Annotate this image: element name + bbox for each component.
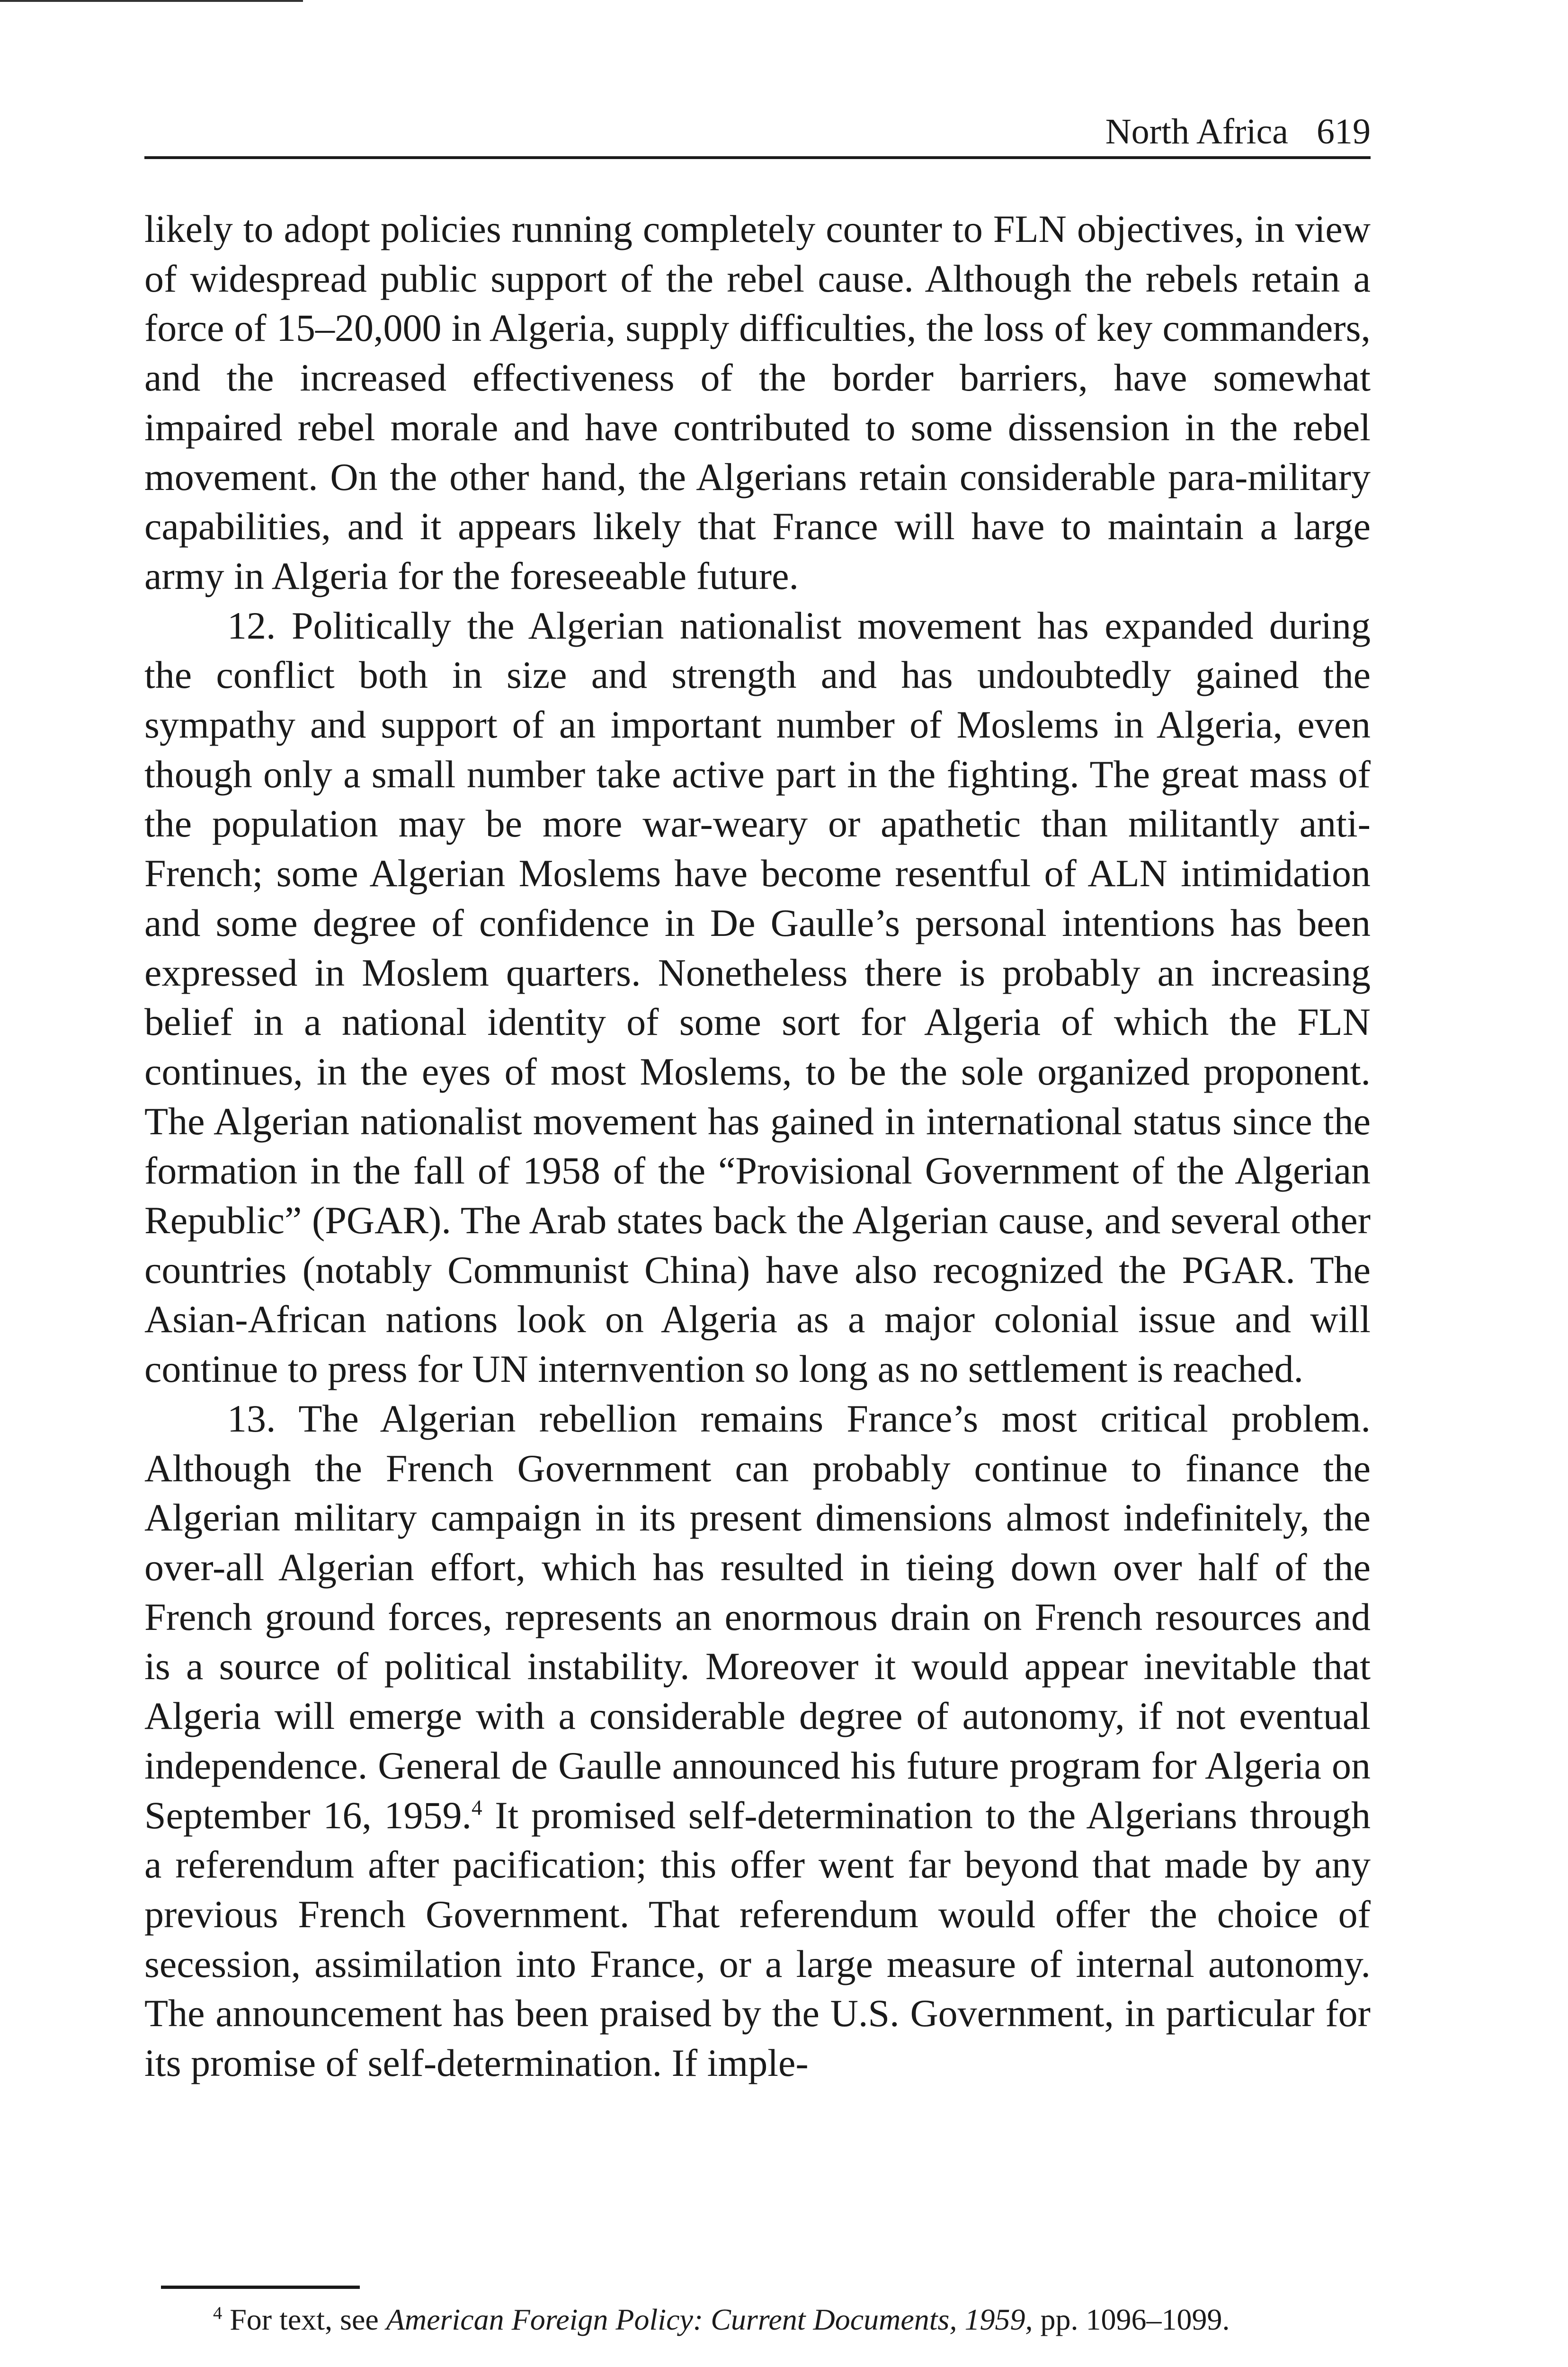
- running-head: [1105, 114, 1371, 150]
- paragraph-12: [144, 601, 1371, 1394]
- paragraph-continued: [144, 205, 1371, 601]
- paragraph-text: likely to adopt policies running completely counter to FLN objectives, in view of widespread public support of the rebel cause. Although the rebels retain a force of 15–20,000 in Algeria, supply difficulties, the loss of key commanders, and the increased effectiveness of the border barriers, have somewhat impaired rebel morale and have contributed to some dissension in the rebel movement. On the other hand, the Algerians retain considerable para-military capabilities, and it appears likely that France will have to maintain a large army in Algeria for the foreseeable future.: [144, 207, 1371, 597]
- footnote-divider: [161, 2286, 360, 2289]
- paragraph-text: 12. Politically the Algerian nationalist movement has expanded during the conflict both in size and strength and has undoubtedly gained the sympathy and support of an important number of Moslems in Algeria, even though only a small number take active part in the fighting. The great mass of the population may be more war-weary or apathetic than militantly anti-French; some Algerian Moslems have become resentful of ALN intimidation and some degree of confidence in De Gaulle’s personal intentions has been expressed in Moslem quarters. Nonetheless there is probably an increasing belief in a national identity of some sort for Algeria of which the FLN continues, in the eyes of most Moslems, to be the sole organized proponent. The Algerian nationalist movement has gained in international status since the formation in the fall of 1958 of the “Provisional Government of the Algerian Republic” (PGAR). The Arab states back the Algerian cause, and several other countries (notably Communist China) have also recognized the PGAR. The Asian-African nations look on Algeria as a major colonial issue and will continue to press for UN internvention so long as no settlement is reached.: [144, 604, 1371, 1391]
- paragraph-text-continued: It promised self-determination to the Algerians through a referendum after pacification; this offer went far beyond that made by any previous French Government. That referendum would offer the choice of secession, assimilation into France, or a large measure of internal autonomy. The announcement has been praised by the U.S. Government, in particular for its promise of self-determination. If imple-: [144, 1793, 1371, 2085]
- footnote-suffix: pp. 1096–1099.: [1033, 2303, 1230, 2336]
- scan-edge-rule: [0, 0, 303, 2]
- page-header: [144, 99, 1371, 159]
- footnote: [161, 2298, 1368, 2341]
- paragraph-text: 13. The Algerian rebellion remains France’s most critical problem. Although the French Government can probably continue to finance the Algerian military campaign in its present dimensions almost indefinitely, the over-all Algerian effort, which has resulted in tieing down over half of the French ground forces, represents an enormous drain on French resources and is a source of political instability. Moreover it would appear inevitable that Algeria will emerge with a considerable degree of autonomy, if not eventual independence. General de Gaulle announced his future program for Algeria on September 16, 1959.: [144, 1397, 1371, 1837]
- footnote-source-title: American Foreign Policy: Current Documents, 1959,: [386, 2303, 1033, 2336]
- paragraph-13: [144, 1394, 1371, 2088]
- running-title: North Africa: [1105, 112, 1288, 151]
- footnote-number: 4: [213, 2303, 223, 2323]
- page-number: 619: [1317, 112, 1371, 151]
- footnote-prefix: For text, see: [222, 2303, 386, 2336]
- main-text: [144, 205, 1371, 2088]
- footnote-reference[interactable]: 4: [472, 1796, 482, 1820]
